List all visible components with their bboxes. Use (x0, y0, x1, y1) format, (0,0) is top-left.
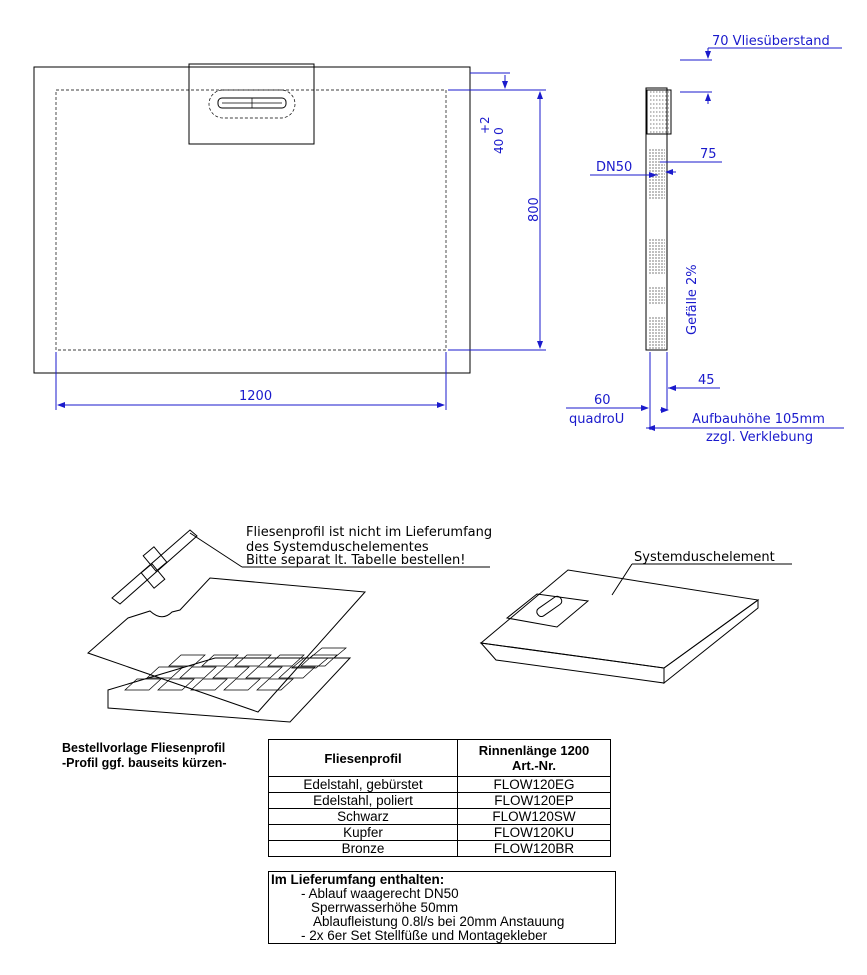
section-hatching (649, 92, 669, 348)
plan-offset-upper: +2 (478, 116, 492, 134)
plan-outer-outline (34, 67, 470, 373)
profile-name: Edelstahl, gebürstet (269, 777, 458, 793)
dim-75: 75 (700, 147, 717, 162)
dim-45: 45 (698, 373, 715, 388)
column-header-article-line2: Art.-Nr. (511, 758, 557, 773)
order-title-line1: Bestellvorlage Fliesenprofil (62, 741, 226, 755)
profile-note-line1: Fliesenprofil ist nicht im Lieferumfang (246, 525, 493, 540)
profile-note-line3: Bitte separat lt. Tabelle bestellen! (246, 553, 466, 568)
profile-name: Kupfer (269, 825, 458, 841)
section-view (566, 34, 844, 445)
build-height-label: Aufbauhöhe 105mm (692, 412, 825, 427)
scope-title: Im Lieferumfang enthalten: (271, 872, 445, 887)
dim-60: 60 (594, 393, 611, 408)
fleece-dimension: 70 Vliesüberstand (712, 34, 830, 49)
table-row (269, 793, 611, 809)
plan-height-dimension: 800 (527, 197, 542, 222)
scope-item-drain: - Ablauf waagerecht DN50 (301, 886, 459, 901)
plan-width-dimension: 1200 (239, 389, 273, 404)
profile-note-line2: des Systemduschelementes (246, 540, 429, 555)
column-header-article (458, 740, 611, 777)
delivery-scope-box (268, 871, 616, 944)
profile-order-table (268, 739, 611, 857)
plan-offset-lower: 40 0 (492, 127, 506, 154)
profile-name: Edelstahl, poliert (269, 793, 458, 809)
plan-tile-area-dashed (56, 90, 446, 350)
table-row (269, 809, 611, 825)
plan-view (34, 64, 546, 410)
column-header-profile: Fliesenprofil (269, 740, 458, 777)
glue-label: zzgl. Verklebung (706, 430, 814, 445)
iso-exploded-view (88, 525, 492, 722)
profile-name: Schwarz (269, 809, 458, 825)
table-row (269, 825, 611, 841)
article-number: FLOW120KU (458, 825, 611, 841)
profile-name: Bronze (269, 841, 458, 857)
order-template-title (62, 741, 227, 771)
element-label: Systemduschelement (634, 550, 775, 565)
table-row (269, 841, 611, 857)
article-number: FLOW120EP (458, 793, 611, 809)
order-title-line2: -Profil ggf. bauseits kürzen- (62, 756, 227, 770)
dn50-label: DN50 (596, 160, 633, 175)
plan-drain-plate (189, 64, 314, 144)
scope-item-feet: - 2x 6er Set Stellfüße und Montagekleber (301, 928, 548, 943)
section-body (646, 88, 667, 350)
scope-item-water-seal: Sperrwasserhöhe 50mm (311, 900, 459, 915)
table-header-row (269, 740, 611, 777)
column-header-article-line1: Rinnenlänge 1200 (478, 743, 590, 758)
iso-element-view (481, 550, 792, 683)
article-number: FLOW120SW (458, 809, 611, 825)
article-number: FLOW120BR (458, 841, 611, 857)
slope-label: Gefälle 2% (685, 264, 700, 335)
scope-item-flow-rate: Ablaufleistung 0.8l/s bei 20mm Anstauung (313, 914, 565, 929)
quadro-label: quadroU (569, 412, 625, 427)
article-number: FLOW120EG (458, 777, 611, 793)
table-row (269, 777, 611, 793)
